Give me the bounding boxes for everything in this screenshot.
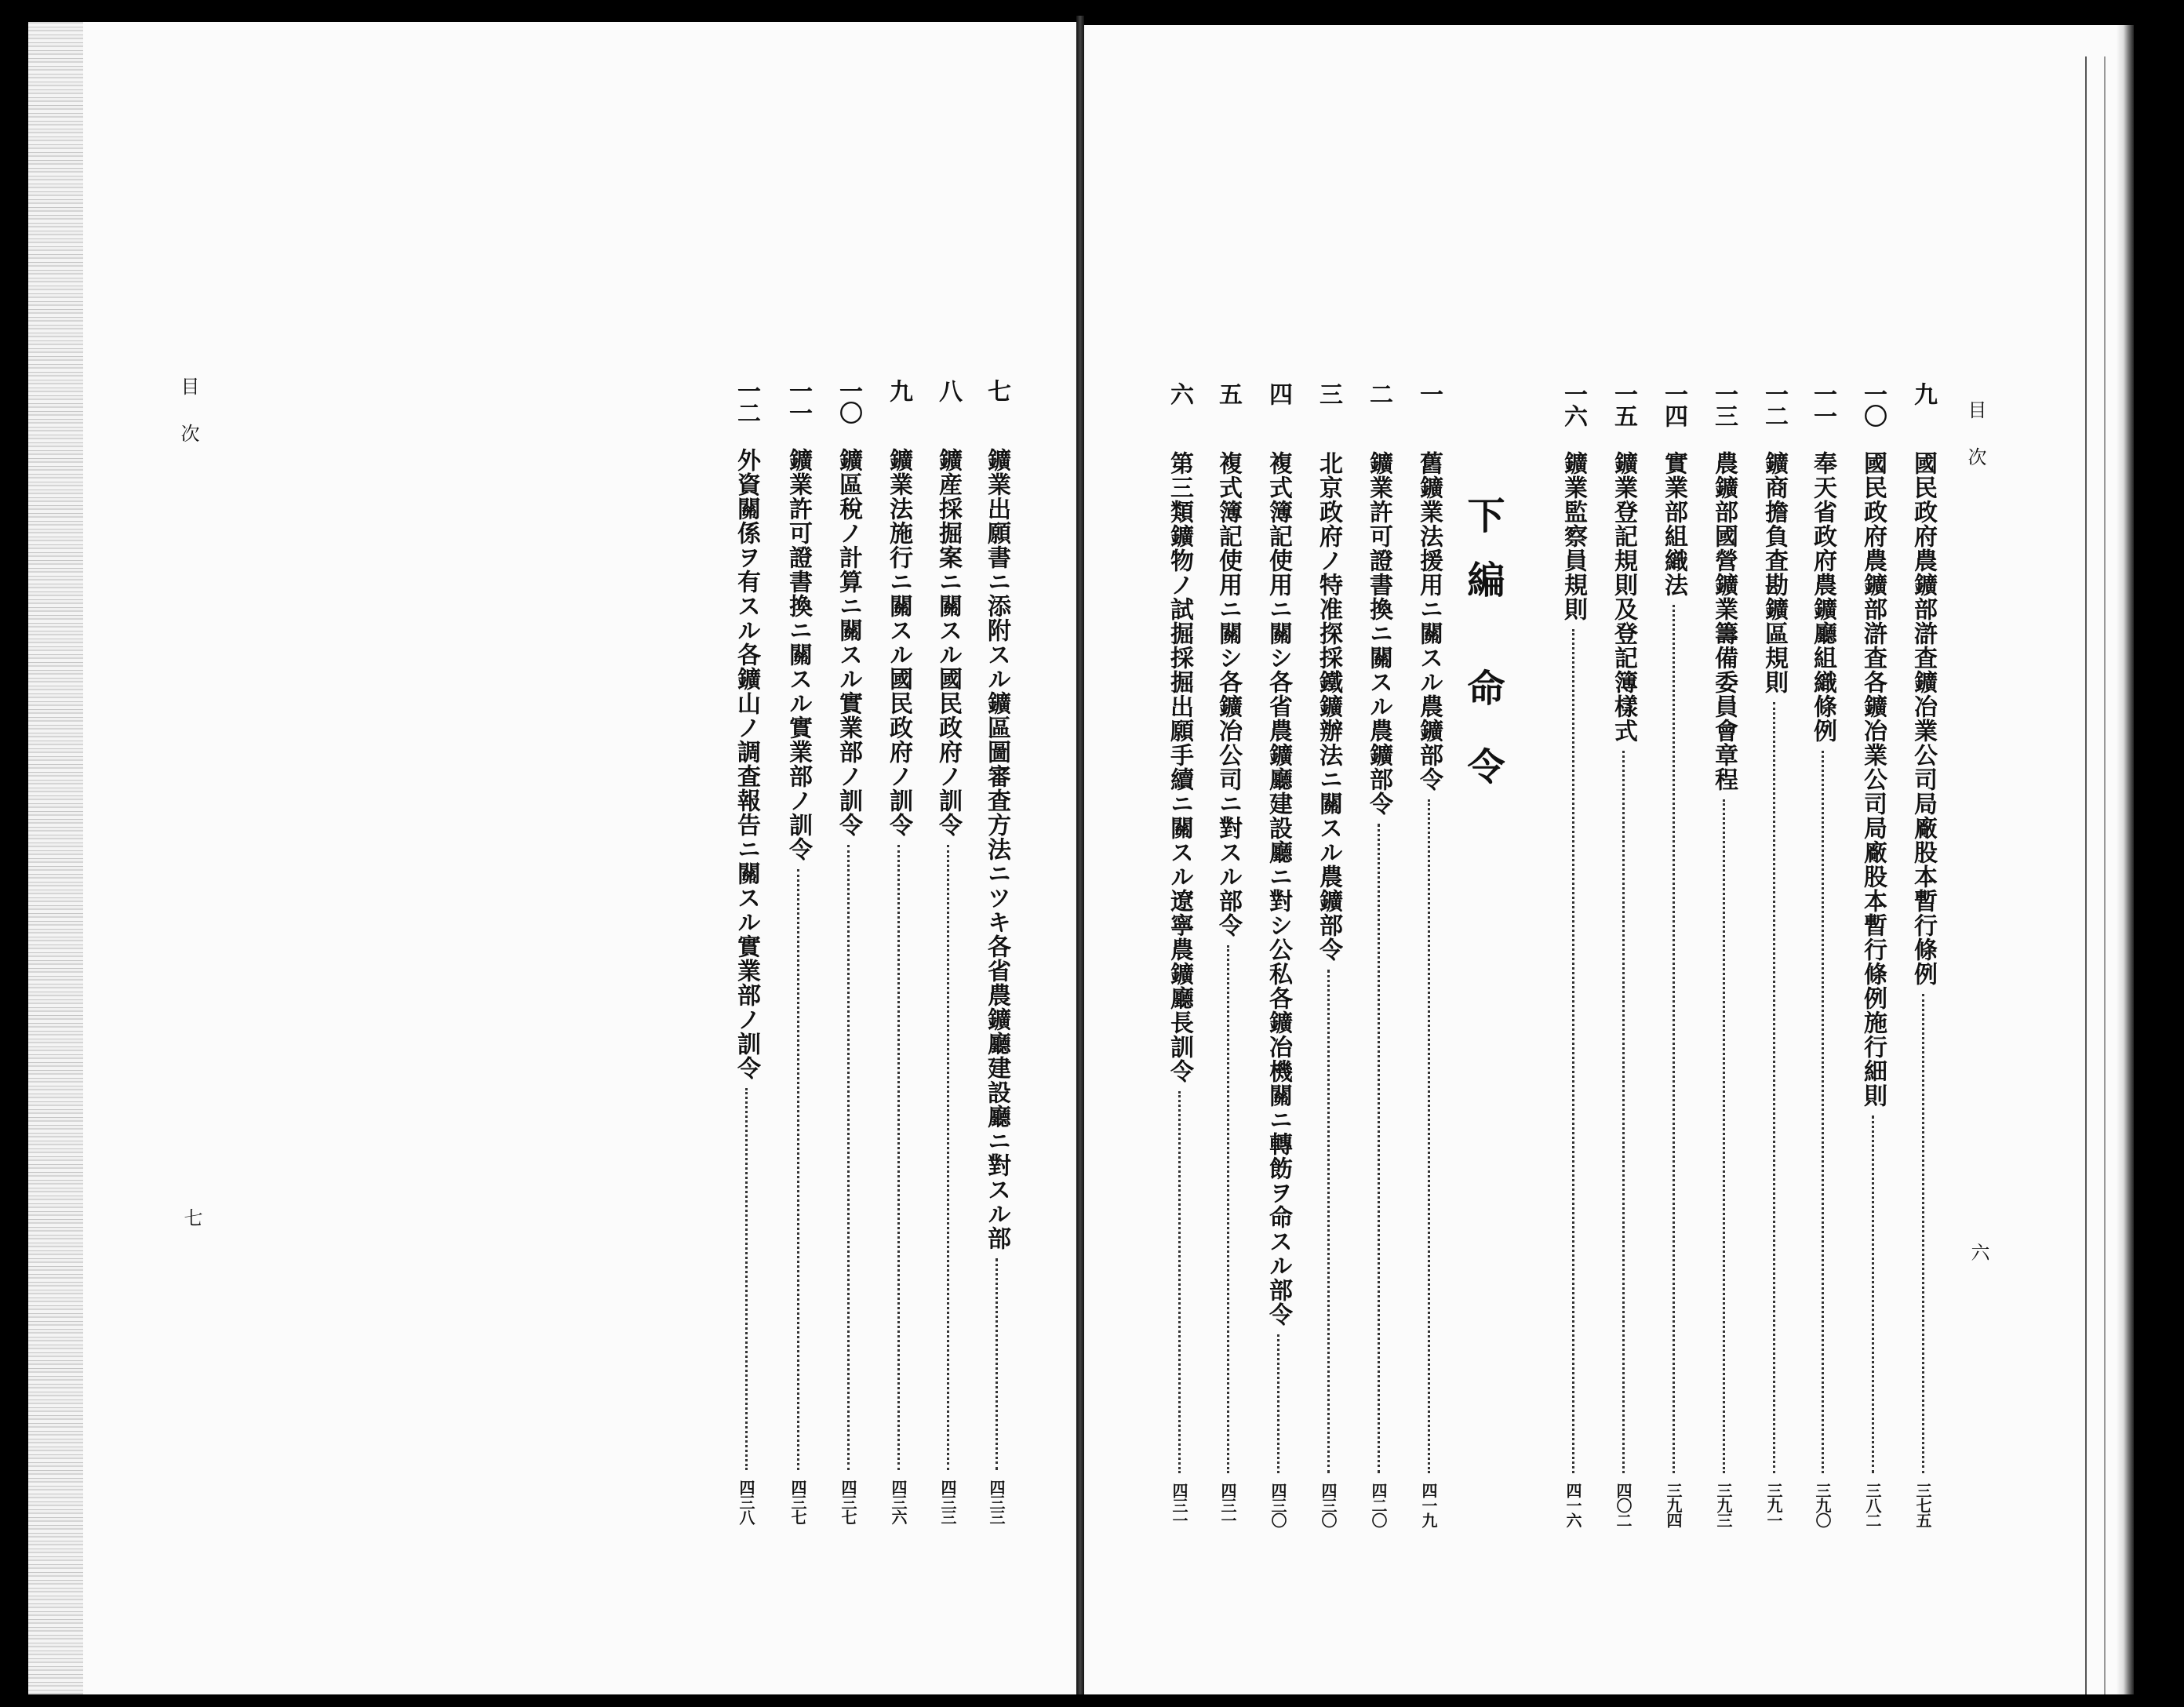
toc-entry [832,379,864,1524]
toc-entry [781,379,814,1524]
folio-right: 六 [1967,1243,1989,1261]
dot-leader [1428,799,1430,1473]
entry-number: 二 [1365,382,1392,404]
entry-title: 鑛區稅ノ計算ニ關スル實業部ノ訓令 [835,448,862,837]
entry-page: 四二〇 [1369,1483,1388,1527]
dot-leader [797,869,799,1470]
entry-number: 七 [983,379,1010,401]
entry-page: 四三六 [889,1480,908,1524]
dot-leader [1227,945,1229,1473]
dot-leader [1922,994,1924,1473]
entry-number: 一六 [1560,382,1587,426]
book-gutter [1076,16,1084,1694]
entry-number: 一一 [1809,382,1836,426]
toc-entry [1707,382,1740,1527]
dot-leader [745,1088,748,1470]
entry-title: 鑛業許可證書換ニ關スル實業部ノ訓令 [784,448,812,861]
running-head-right: 目次 [1964,400,1986,494]
dot-leader [847,845,850,1470]
entry-page: 四三〇 [1319,1483,1338,1527]
toc-entry [980,379,1013,1524]
toc-entry [931,379,964,1524]
entry-page: 三七五 [1913,1483,1932,1527]
dot-leader [1622,751,1625,1473]
entry-title: 國民政府農鑛部滸査鑛冶業公司局廠股本暫行條例 [1909,451,1937,986]
entry-title: 農鑛部國營鑛業籌備委員會章程 [1710,451,1738,792]
entry-number: 五 [1214,382,1242,404]
entry-page: 四三三 [938,1480,957,1524]
entry-number: 九 [885,379,912,401]
entry-number: 一三 [1710,382,1738,426]
entry-title: 鑛業法施行ニ關スル國民政府ノ訓令 [885,448,912,837]
dot-leader [1723,799,1725,1473]
entry-title: 鑛商擔負査勘鑛區規則 [1760,451,1788,694]
section-title-main: 下編 [1461,496,1505,624]
entry-page: 四三八 [737,1480,755,1524]
toc-entry [1856,382,1889,1527]
folio-left: 七 [180,1208,202,1227]
entry-title: 奉天省政府農鑛廳組織條例 [1809,451,1836,743]
page-margin-rule [2104,56,2106,1694]
entry-title: 複式簿記使用ニ關シ各鑛冶公司ニ對スル部令 [1214,451,1242,937]
left-page [28,22,1076,1694]
toc-entry [1362,382,1395,1527]
entry-page: 四三七 [788,1480,807,1524]
entry-page: 四三三 [987,1480,1006,1524]
entry-number: 一五 [1610,382,1637,426]
entry-page: 四三七 [839,1480,857,1524]
entry-number: 三 [1315,382,1342,404]
dot-leader [1773,702,1775,1473]
toc-entry [1806,382,1839,1527]
toc-entry [882,379,915,1524]
dot-leader [947,845,949,1470]
page-margin-rule [2085,56,2087,1694]
right-page [1084,25,2134,1694]
dot-leader [1673,605,1675,1473]
toc-entry [1261,382,1294,1527]
entry-number: 一 [1415,382,1443,404]
entry-page: 四三一 [1218,1483,1237,1527]
entry-number: 一二 [733,379,760,423]
entry-number: 一四 [1660,382,1687,426]
toc-entry [1657,382,1690,1527]
toc-entry [1211,382,1244,1527]
entry-title: 鑛業許可證書換ニ關スル農鑛部令 [1365,451,1392,816]
entry-title: 複式簿記使用ニ關シ各省農鑛廳建設廳ニ對シ公私各鑛冶機關ニ轉飭ヲ命スル部令 [1265,451,1292,1327]
dot-leader [1378,824,1380,1473]
entry-number: 一二 [1760,382,1788,426]
entry-title: 外資關係ヲ有スル各鑛山ノ調査報告ニ關スル實業部ノ訓令 [733,448,760,1080]
entry-title: 北京政府ノ特准探採鐵鑛辦法ニ關スル農鑛部令 [1315,451,1342,962]
dot-leader [1822,751,1824,1473]
entry-title: 第三類鑛物ノ試掘採掘出願手續ニ關スル遼寧農鑛廳長訓令 [1166,451,1193,1083]
entry-page: 四一六 [1563,1483,1582,1527]
entry-number: 一一 [784,379,812,423]
dot-leader [897,845,900,1470]
toc-entry [1412,382,1445,1527]
dot-leader [1277,1334,1279,1473]
entry-page: 四〇二 [1614,1483,1633,1527]
dot-leader [996,1258,998,1470]
toc-entry [1607,382,1640,1527]
toc-entry [1757,382,1790,1527]
entry-title: 國民政府農鑛部滸査各鑛冶業公司局廠股本暫行條例施行細則 [1859,451,1887,1108]
entry-page: 三九一 [1764,1483,1783,1527]
entry-page: 三九四 [1664,1483,1683,1527]
toc-entry [1556,382,1589,1527]
entry-page: 三九〇 [1813,1483,1832,1527]
dot-leader [1178,1091,1181,1473]
entry-title: 實業部組織法 [1660,451,1687,597]
entry-page: 四一九 [1419,1483,1438,1527]
entry-number: 一〇 [835,379,862,423]
dot-leader [1327,970,1330,1473]
running-head-left: 目次 [177,377,199,471]
toc-entry [1163,382,1196,1527]
toc-entry [1312,382,1345,1527]
entry-title: 鑛産採掘案ニ關スル國民政府ノ訓令 [934,448,962,837]
entry-title: 舊鑛業法援用ニ關スル農鑛部令 [1415,451,1443,792]
dot-leader [1872,1116,1874,1473]
entry-page: 三八二 [1863,1483,1882,1527]
entry-number: 一〇 [1859,382,1887,426]
entry-title: 鑛業出願書ニ添附スル鑛區圖審査方法ニツキ各省農鑛廳建設廳ニ對スル部 [983,448,1010,1250]
entry-page: 三九三 [1714,1483,1733,1527]
entry-page: 四三〇 [1269,1483,1287,1527]
entry-number: 六 [1166,382,1193,404]
entry-title: 鑛業登記規則及登記簿樣式 [1610,451,1637,743]
page-edge-speckle [28,22,83,1694]
entry-number: 九 [1909,382,1937,404]
toc-entry [730,379,763,1524]
dot-leader [1572,629,1574,1473]
entry-number: 八 [934,379,962,401]
entry-number: 四 [1265,382,1292,404]
section-title-sub: 命令 [1461,668,1505,825]
entry-page: 四三一 [1170,1483,1188,1527]
page-edge-shadow [2117,25,2134,1694]
entry-title: 鑛業監察員規則 [1560,451,1587,621]
toc-entry [1906,382,1939,1527]
